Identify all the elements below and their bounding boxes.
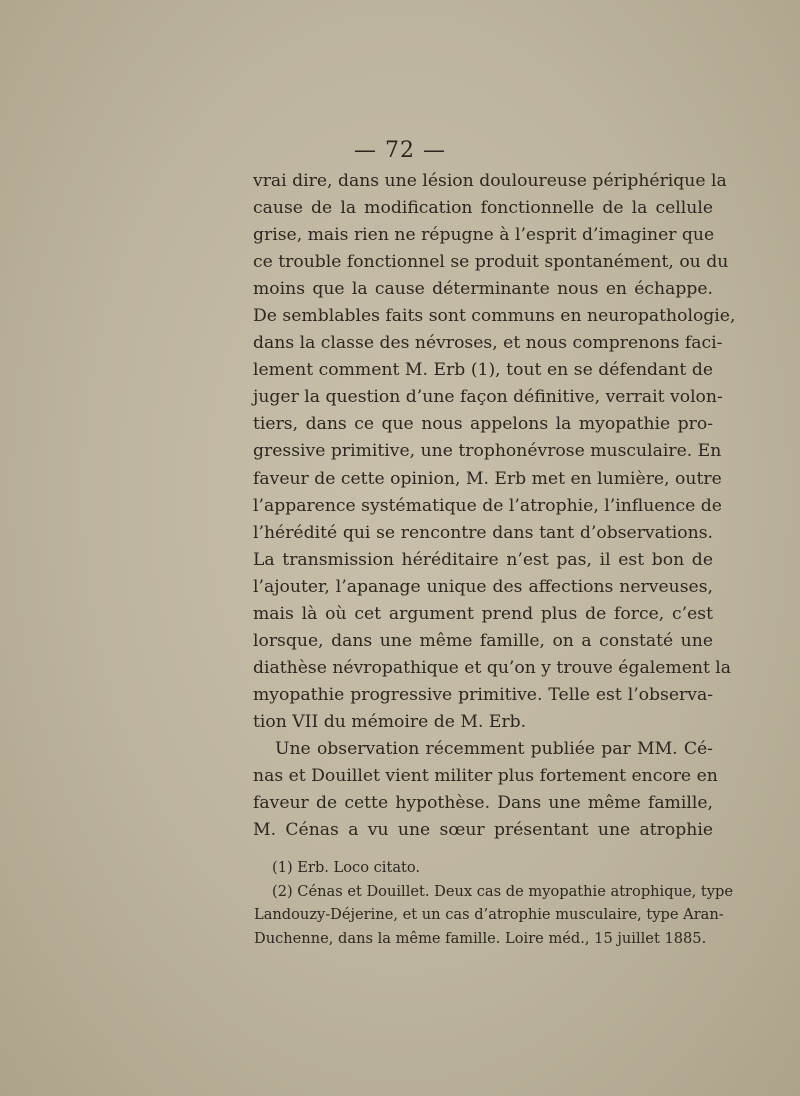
text-line: lorsque, dans une même famille, on a constaté une [253, 630, 713, 651]
text-line: gressive primitive, une trophonévrose musculaire. En [253, 441, 722, 462]
text-line: M. Cénas a vu une sœur présentant une atrophie [253, 820, 713, 841]
text-line: dans la classe des névroses, et nous comprenons faci- [253, 333, 723, 354]
text-line: faveur de cette opinion, M. Erb met en lumière, outre [253, 468, 722, 489]
text-line: nas et Douillet vient militer plus fortement encore en [253, 766, 718, 787]
page-number: — 72 — [354, 138, 446, 163]
text-line: ce trouble fonctionnel se produit spontanément, ou du [253, 252, 729, 273]
footnote-line: (1) Erb. Loco citato. [272, 859, 421, 876]
text-line: tion VII du mémoire de M. Erb. [253, 711, 527, 732]
text-line: l’apparence systématique de l’atrophie, l’influence de [253, 495, 722, 516]
text-line: cause de la modification fonctionnelle de la cellule [253, 198, 713, 219]
text-line: tiers, dans ce que nous appelons la myopathie pro- [253, 414, 713, 435]
text-line: vrai dire, dans une lésion douloureuse périphérique la [253, 171, 727, 191]
footnote-line: Duchenne, dans la même famille. Loire méd., 15 juillet 1885. [254, 929, 707, 947]
footnote-line: (2) Cénas et Douillet. Deux cas de myopathie atrophique, type [272, 882, 733, 900]
text-line: De semblables faits sont communs en neuropathologie, [253, 306, 736, 327]
text-line: grise, mais rien ne répugne à l’esprit d’imaginer que [253, 225, 715, 246]
footnote-line: Landouzy-Déjerine, et un cas d’atrophie musculaire, type Aran- [254, 906, 724, 924]
text-line: lement comment M. Erb (1), tout en se défendant de [253, 360, 713, 381]
text-line: l’hérédité qui se rencontre dans tant d’observations. [253, 522, 713, 543]
text-line: juger la question d’une façon définitive, verrait volon- [253, 387, 723, 408]
text-line: myopathie progressive primitive. Telle est l’observa- [253, 684, 713, 705]
text-line: l’ajouter, l’apanage unique des affections nerveuses, [253, 576, 713, 597]
text-line: diathèse névropathique et qu’on y trouve également la [253, 657, 732, 678]
text-line: Une observation récemment publiée par MM. Cé- [275, 738, 713, 759]
text-line: moins que la cause déterminante nous en échappe. [253, 279, 713, 300]
text-line: La transmission héréditaire n’est pas, il est bon de [253, 549, 713, 570]
text-line: faveur de cette hypothèse. Dans une même famille, [253, 793, 713, 814]
footnotes [254, 856, 733, 950]
text-line: mais là où cet argument prend plus de force, c’est [253, 603, 713, 624]
body-text [253, 168, 736, 844]
